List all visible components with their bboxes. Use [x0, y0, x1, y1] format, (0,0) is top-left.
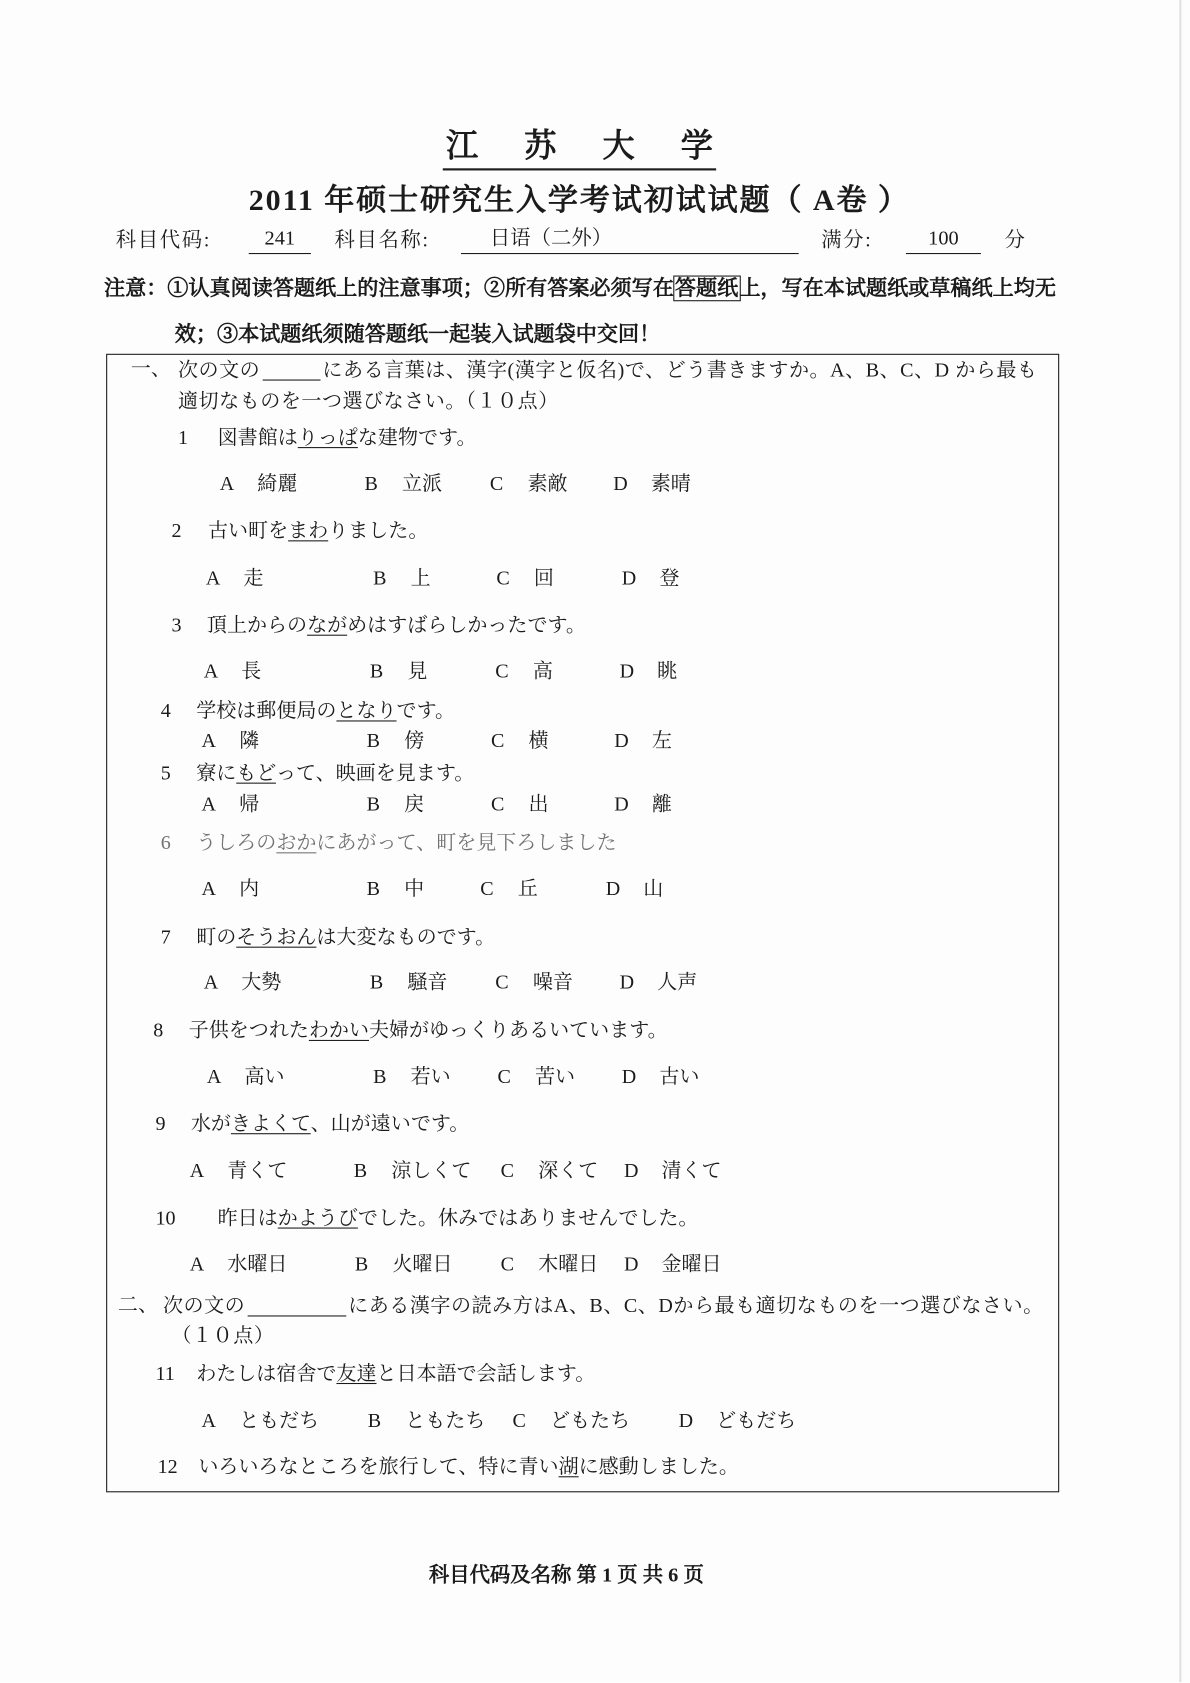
answer-blank	[247, 1296, 346, 1316]
option-text: 左	[651, 730, 672, 753]
question-3-option-c	[495, 660, 553, 683]
question-9-option-c	[500, 1159, 599, 1183]
score-unit: 分	[1004, 229, 1027, 252]
question-10-text	[218, 1209, 699, 1229]
question-text-before: いろいろなところを旅行して、特に青い	[198, 1455, 559, 1479]
option-letter: A	[201, 793, 217, 816]
exam-title: 2011 年硕士研究生入学考试初试试题（ A卷 ）	[248, 184, 910, 218]
question-4-option-c	[491, 732, 549, 752]
question-12-text	[198, 1455, 739, 1479]
option-letter: D	[613, 472, 628, 496]
question-text-after: です。	[396, 700, 456, 723]
question-11-option-a	[201, 1409, 320, 1433]
section-2-instruction-line-2: （１０点）	[171, 1325, 275, 1348]
question-9-option-d	[623, 1159, 722, 1183]
question-number: 6	[160, 831, 171, 855]
question-number: 7	[160, 926, 171, 949]
option-letter: B	[353, 1159, 368, 1183]
option-letter: C	[495, 660, 509, 683]
question-3-option-d	[619, 660, 678, 683]
question-9-option-a	[189, 1159, 288, 1183]
question-8-option-a	[206, 1065, 285, 1089]
answer-blank	[262, 360, 320, 380]
option-letter: C	[512, 1409, 526, 1433]
option-text: 回	[533, 567, 554, 590]
option-letter: C	[480, 878, 494, 901]
option-letter: D	[614, 793, 629, 816]
question-8-option-d	[621, 1065, 700, 1089]
option-letter: A	[201, 1409, 217, 1433]
option-letter: B	[369, 971, 384, 994]
question-text-before: 町の	[196, 926, 237, 949]
option-letter: A	[203, 971, 219, 994]
option-letter: D	[619, 660, 635, 683]
option-letter: D	[605, 878, 621, 901]
option-letter: D	[614, 730, 629, 753]
option-text: 隣	[239, 730, 260, 753]
question-text-after: に感動しました。	[578, 1455, 739, 1479]
question-text-after: めはすばらしかったです。	[347, 614, 586, 637]
question-5-option-d	[614, 795, 672, 815]
question-number: 8	[153, 1019, 164, 1043]
option-letter: A	[189, 1253, 205, 1276]
question-3-option-b	[369, 660, 428, 683]
option-letter: A	[201, 878, 217, 901]
question-underlined-word: となり	[336, 700, 397, 723]
option-text: 高い	[244, 1065, 285, 1089]
option-text: 水曜日	[227, 1253, 288, 1276]
option-text: 見	[407, 660, 428, 683]
section-1-number: 一、	[130, 358, 171, 381]
option-letter: C	[496, 567, 510, 590]
question-underlined-word: わかい	[308, 1019, 369, 1043]
question-text-after: 夫婦がゆっくりあるいています。	[368, 1019, 668, 1043]
question-number: 3	[171, 614, 182, 637]
notice-text: 上，写在本试题纸或草稿纸上均无	[739, 276, 1056, 301]
option-text: 清くて	[661, 1159, 722, 1183]
question-text-before: 図書館は	[217, 426, 298, 450]
question-underlined-word: かようび	[277, 1207, 358, 1230]
option-text: 中	[404, 878, 425, 901]
question-5-option-a	[202, 795, 260, 815]
question-2-option-a	[206, 569, 264, 589]
option-letter: A	[206, 1065, 222, 1089]
question-text-before: うしろの	[196, 831, 277, 855]
notice-line-1	[103, 276, 1056, 301]
section-1-instruction	[178, 360, 1038, 381]
question-number: 11	[155, 1362, 175, 1386]
question-underlined-word: そうおん	[236, 926, 317, 949]
option-text: 内	[239, 878, 260, 901]
question-underlined-word: りっぱ	[297, 426, 358, 450]
question-text-before: 昨日は	[217, 1207, 278, 1230]
question-4-option-b	[367, 732, 425, 752]
notice-boxed-text: 答题纸	[673, 276, 741, 302]
option-text: 古い	[659, 1065, 700, 1089]
question-11-option-d	[678, 1409, 797, 1433]
option-letter: D	[621, 1065, 637, 1089]
question-text-before: 子供をつれた	[188, 1019, 309, 1043]
option-letter: A	[189, 1159, 205, 1183]
option-letter: B	[369, 660, 384, 683]
option-text: 綺麗	[257, 472, 298, 496]
subject-name-label: 科目名称:	[334, 229, 430, 252]
question-underlined-word: きよくて	[230, 1112, 311, 1136]
option-text: 金曜日	[661, 1253, 722, 1276]
option-letter: C	[500, 1159, 515, 1183]
option-text: どもたち	[549, 1409, 631, 1433]
option-letter: D	[678, 1409, 694, 1433]
question-2-option-c	[496, 569, 554, 589]
question-text-after: りました。	[328, 519, 429, 543]
question-number: 9	[155, 1112, 166, 1136]
question-number: 2	[171, 519, 182, 543]
option-letter: C	[500, 1253, 515, 1276]
question-1-option-a	[219, 472, 298, 496]
option-text: 苦い	[534, 1065, 576, 1089]
option-text: 涼しくて	[391, 1159, 472, 1183]
option-text: 傍	[404, 730, 425, 753]
question-text-before: 水が	[190, 1112, 231, 1136]
question-1-option-b	[364, 472, 443, 496]
question-underlined-word: 湖	[558, 1455, 579, 1479]
scan-edge-line	[1179, 0, 1181, 1682]
option-text: どもだち	[716, 1409, 797, 1433]
question-text-before: わたしは宿舎で	[196, 1362, 337, 1386]
question-text-before: 寮に	[196, 762, 237, 785]
question-text-after: でした。休みではありませんでした。	[357, 1207, 699, 1230]
question-7-option-b	[370, 973, 448, 993]
question-6-option-d	[606, 880, 664, 900]
option-text: 若い	[410, 1065, 451, 1089]
question-4-text	[196, 702, 455, 722]
question-text-after: と日本語で会話します。	[376, 1362, 596, 1386]
subject-code-label: 科目代码:	[115, 229, 211, 252]
instruction-text: 次の文の	[162, 1295, 246, 1318]
question-7-option-d	[620, 973, 698, 993]
question-underlined-word: まわ	[288, 519, 329, 543]
subject-code-value: 241	[249, 228, 311, 254]
question-2-option-d	[622, 569, 680, 589]
option-text: 出	[528, 793, 549, 816]
question-6-option-b	[367, 880, 425, 900]
option-text: 青くて	[227, 1159, 288, 1183]
question-3-option-a	[203, 660, 262, 683]
question-5-text	[196, 764, 474, 784]
option-text: 登	[659, 567, 680, 590]
option-text: 山	[643, 878, 664, 901]
option-letter: B	[367, 1409, 382, 1433]
option-text: 走	[243, 567, 264, 590]
full-score-label: 满分:	[821, 229, 873, 252]
option-text: ともだち	[239, 1409, 320, 1433]
university-name-underline	[443, 168, 716, 170]
option-text: 素晴	[650, 472, 691, 496]
option-text: 眺	[657, 660, 678, 683]
option-letter: B	[373, 1065, 387, 1089]
question-3-text	[207, 616, 586, 636]
option-letter: B	[366, 793, 381, 816]
instruction-text: にある漢字の読み方はA、B、C、Dから最も適切なものを一つ選びなさい。	[348, 1295, 1044, 1318]
question-4-option-a	[202, 732, 260, 752]
question-9-text	[190, 1112, 470, 1136]
question-number: 1	[177, 426, 188, 450]
option-text: 人声	[657, 971, 698, 994]
option-letter: C	[495, 971, 509, 994]
full-score-value: 100	[906, 228, 981, 254]
question-10-option-c	[501, 1255, 599, 1275]
option-letter: D	[623, 1159, 639, 1183]
question-underlined-word: おか	[276, 831, 317, 855]
question-text-before: 頂上からの	[206, 614, 308, 637]
section-2-number: 二、	[117, 1293, 158, 1317]
option-text: 丘	[517, 878, 538, 901]
option-text: 大勢	[241, 971, 282, 994]
option-text: 深くて	[538, 1159, 599, 1183]
question-text-after: 、山が遠いです。	[310, 1112, 470, 1136]
subject-name-value: 日语（二外）	[461, 228, 799, 254]
option-letter: D	[619, 971, 635, 994]
option-letter: C	[491, 730, 505, 753]
option-letter: C	[491, 793, 505, 816]
option-text: 長	[241, 660, 262, 683]
option-letter: B	[366, 730, 381, 753]
question-6-text	[196, 831, 617, 855]
option-letter: A	[203, 660, 219, 683]
question-number: 5	[160, 762, 171, 785]
option-letter: D	[621, 567, 637, 590]
option-letter: B	[373, 567, 387, 590]
question-1-text	[217, 426, 477, 450]
option-text: 立派	[402, 472, 443, 496]
option-text: 木曜日	[538, 1253, 599, 1276]
question-10-option-a	[190, 1255, 288, 1275]
section-2-instruction	[163, 1296, 1044, 1317]
question-8-option-b	[373, 1065, 451, 1089]
option-text: 騒音	[407, 971, 448, 994]
option-letter: B	[366, 878, 381, 901]
instruction-text: にある言葉は、漢字(漢字と仮名)で、どう書きますか。A、B、C、D から最も	[322, 359, 1038, 382]
option-text: 上	[410, 567, 431, 590]
question-10-option-b	[355, 1255, 453, 1275]
university-name: 江苏大学	[445, 128, 760, 165]
question-1-option-c	[489, 472, 568, 496]
question-8-option-c	[497, 1065, 576, 1089]
question-underlined-word: 友達	[336, 1362, 377, 1386]
page-footer: 科目代码及名称 第 1 页 共 6 页	[428, 1564, 704, 1587]
option-text: 離	[651, 793, 672, 816]
notice-text: 注意：①认真阅读答题纸上的注意事项；②所有答案必须写在	[103, 276, 674, 301]
question-2-option-b	[373, 569, 431, 589]
question-8-text	[188, 1019, 668, 1043]
option-letter: D	[623, 1253, 639, 1276]
question-number: 10	[155, 1207, 176, 1230]
option-text: 横	[528, 730, 549, 753]
question-7-text	[196, 928, 495, 948]
question-5-option-b	[367, 795, 425, 815]
option-text: 帰	[239, 793, 260, 816]
question-number: 12	[157, 1455, 178, 1479]
question-text-after: は大変なものです。	[316, 926, 496, 949]
notice-line-2: 效；③本试题纸须随答题纸一起装入试题袋中交回！	[174, 322, 661, 347]
question-6-option-a	[202, 880, 260, 900]
question-text-after: って、映画を見ます。	[275, 762, 475, 785]
question-7-option-a	[204, 973, 282, 993]
option-text: 高	[532, 660, 553, 683]
option-text: 噪音	[532, 971, 573, 994]
question-underlined-word: なが	[307, 614, 348, 637]
question-11-option-c	[512, 1409, 631, 1433]
question-1-option-d	[613, 472, 691, 496]
question-number: 4	[160, 700, 171, 723]
question-underlined-word: もど	[236, 762, 276, 785]
question-7-option-c	[495, 973, 573, 993]
question-11-option-b	[367, 1409, 486, 1433]
option-letter: A	[201, 730, 217, 753]
question-6-option-c	[480, 880, 538, 900]
question-text-before: 学校は郵便局の	[196, 700, 337, 723]
option-letter: B	[364, 472, 378, 496]
question-11-text	[196, 1362, 596, 1386]
question-text-after: な建物です。	[357, 426, 477, 450]
question-4-option-d	[614, 732, 672, 752]
question-5-option-c	[491, 795, 549, 815]
option-letter: A	[205, 567, 221, 590]
question-text-after: にあがって、町を見下ろしました	[316, 831, 617, 855]
option-letter: C	[489, 472, 504, 496]
instruction-text: 次の文の	[177, 359, 261, 382]
option-text: 素敵	[527, 472, 568, 496]
question-9-option-b	[353, 1159, 472, 1183]
section-1-instruction-line-2: 適切なものを一つ選びなさい。（１０点）	[177, 390, 559, 413]
question-text-before: 古い町を	[207, 519, 289, 543]
option-text: 火曜日	[392, 1253, 453, 1276]
option-letter: B	[354, 1253, 369, 1276]
option-text: 戻	[404, 793, 425, 816]
option-text: ともたち	[405, 1409, 486, 1433]
question-10-option-d	[624, 1255, 722, 1275]
option-letter: C	[497, 1065, 511, 1089]
question-2-text	[207, 519, 429, 543]
option-letter: A	[219, 472, 235, 496]
